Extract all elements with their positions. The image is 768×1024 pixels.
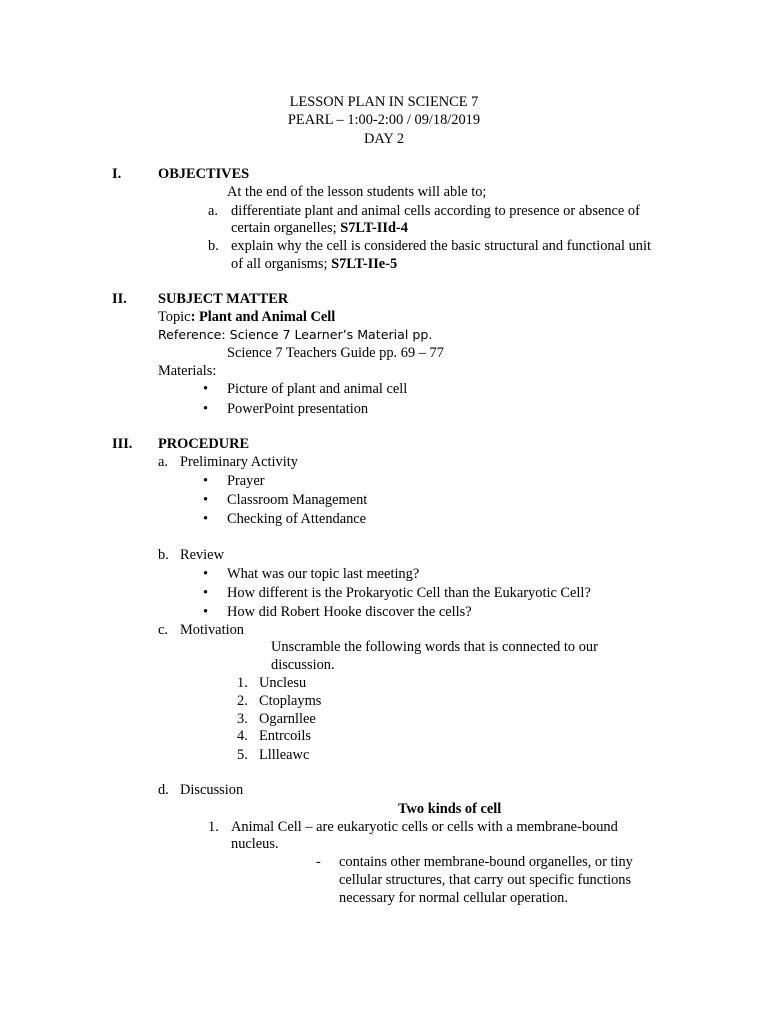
review-question: How different is the Prokaryotic Cell than the Eukaryotic Cell?	[227, 585, 591, 601]
animal-cell-detail: cellular structures, that carry out specific functions	[339, 872, 632, 888]
topic-label: Topic	[158, 309, 191, 325]
procedure-heading: PROCEDURE	[158, 436, 250, 452]
objective-marker: b.	[208, 238, 219, 254]
topic-line	[158, 308, 335, 326]
objectives-heading: OBJECTIVES	[158, 166, 250, 182]
scramble-number: 5.	[237, 747, 248, 763]
procedure-step-marker: d.	[158, 782, 169, 798]
competency-code: S7LT-IId-4	[340, 220, 408, 236]
scramble-number: 2.	[237, 693, 248, 709]
objective-text-continued: of all organisms; S7LT-IIe-5	[231, 256, 398, 272]
review-question: What was our topic last meeting?	[227, 566, 420, 582]
material-item: PowerPoint presentation	[227, 401, 369, 417]
preliminary-item: Prayer	[227, 473, 265, 489]
reference-line: Reference: Science 7 Learner’s Material pp.	[158, 327, 433, 342]
procedure-step-marker: b.	[158, 547, 169, 563]
section-numeral-procedure: III.	[112, 436, 133, 452]
bullet-glyph: •	[203, 381, 209, 397]
document-title: LESSON PLAN IN SCIENCE 7	[289, 94, 479, 110]
animal-cell-detail: contains other membrane-bound organelles, or tiny	[339, 854, 633, 870]
bullet-glyph: •	[203, 585, 209, 601]
motivation-label: Motivation	[180, 622, 244, 638]
objectives-intro: At the end of the lesson students will able to;	[227, 184, 487, 200]
discussion-label: Discussion	[180, 782, 244, 798]
review-question: How did Robert Hooke discover the cells?	[227, 604, 472, 620]
motivation-instruction: Unscramble the following words that is connected to our	[271, 639, 598, 655]
scramble-number: 4.	[237, 728, 248, 744]
preliminary-item: Classroom Management	[227, 492, 368, 508]
bullet-glyph: •	[203, 401, 209, 417]
section-numeral-objectives: I.	[112, 166, 122, 182]
scrambled-word: Ogarnllee	[259, 711, 316, 727]
objective-text-continued: certain organelles; S7LT-IId-4	[231, 220, 408, 236]
class-schedule-line: PEARL – 1:00-2:00 / 09/18/2019	[287, 112, 481, 128]
bullet-glyph: •	[203, 473, 209, 489]
bullet-glyph: •	[203, 604, 209, 620]
procedure-step-marker: a.	[158, 454, 168, 470]
scramble-number: 1.	[237, 675, 248, 691]
review-label: Review	[180, 547, 224, 563]
material-item: Picture of plant and animal cell	[227, 381, 408, 397]
objective-text: differentiate plant and animal cells according to presence or absence of	[231, 203, 640, 219]
animal-cell-detail: necessary for normal cellular operation.	[339, 890, 568, 906]
preliminary-item: Checking of Attendance	[227, 511, 367, 527]
objective-marker: a.	[208, 203, 218, 219]
section-numeral-subject-matter: II.	[112, 291, 127, 307]
preliminary-activity-label: Preliminary Activity	[180, 454, 298, 470]
subject-matter-heading: SUBJECT MATTER	[158, 291, 289, 307]
objective-text: explain why the cell is considered the basic structural and functional unit	[231, 238, 651, 254]
bullet-glyph: •	[203, 492, 209, 508]
motivation-instruction-continued: discussion.	[271, 657, 335, 673]
competency-code: S7LT-IIe-5	[331, 256, 398, 272]
day-label: DAY 2	[363, 131, 405, 147]
materials-label: Materials:	[158, 363, 217, 379]
discussion-subheading: Two kinds of cell	[398, 801, 502, 817]
scrambled-word: Unclesu	[259, 675, 307, 691]
discussion-item-marker: 1.	[208, 819, 219, 835]
scrambled-word: Entrcoils	[259, 728, 311, 744]
bullet-glyph: •	[203, 566, 209, 582]
animal-cell-definition: Animal Cell – are eukaryotic cells or cells with a membrane-bound	[231, 819, 618, 835]
dash-marker: -	[316, 854, 321, 870]
topic-value: : Plant and Animal Cell	[190, 309, 336, 325]
scramble-number: 3.	[237, 711, 248, 727]
bullet-glyph: •	[203, 511, 209, 527]
procedure-step-marker: c.	[158, 622, 168, 638]
reference-line-2: Science 7 Teachers Guide pp. 69 – 77	[227, 345, 444, 361]
scrambled-word: Ctoplayms	[259, 693, 322, 709]
scrambled-word: Lllleawc	[259, 747, 310, 763]
animal-cell-definition-continued: nucleus.	[231, 836, 279, 852]
